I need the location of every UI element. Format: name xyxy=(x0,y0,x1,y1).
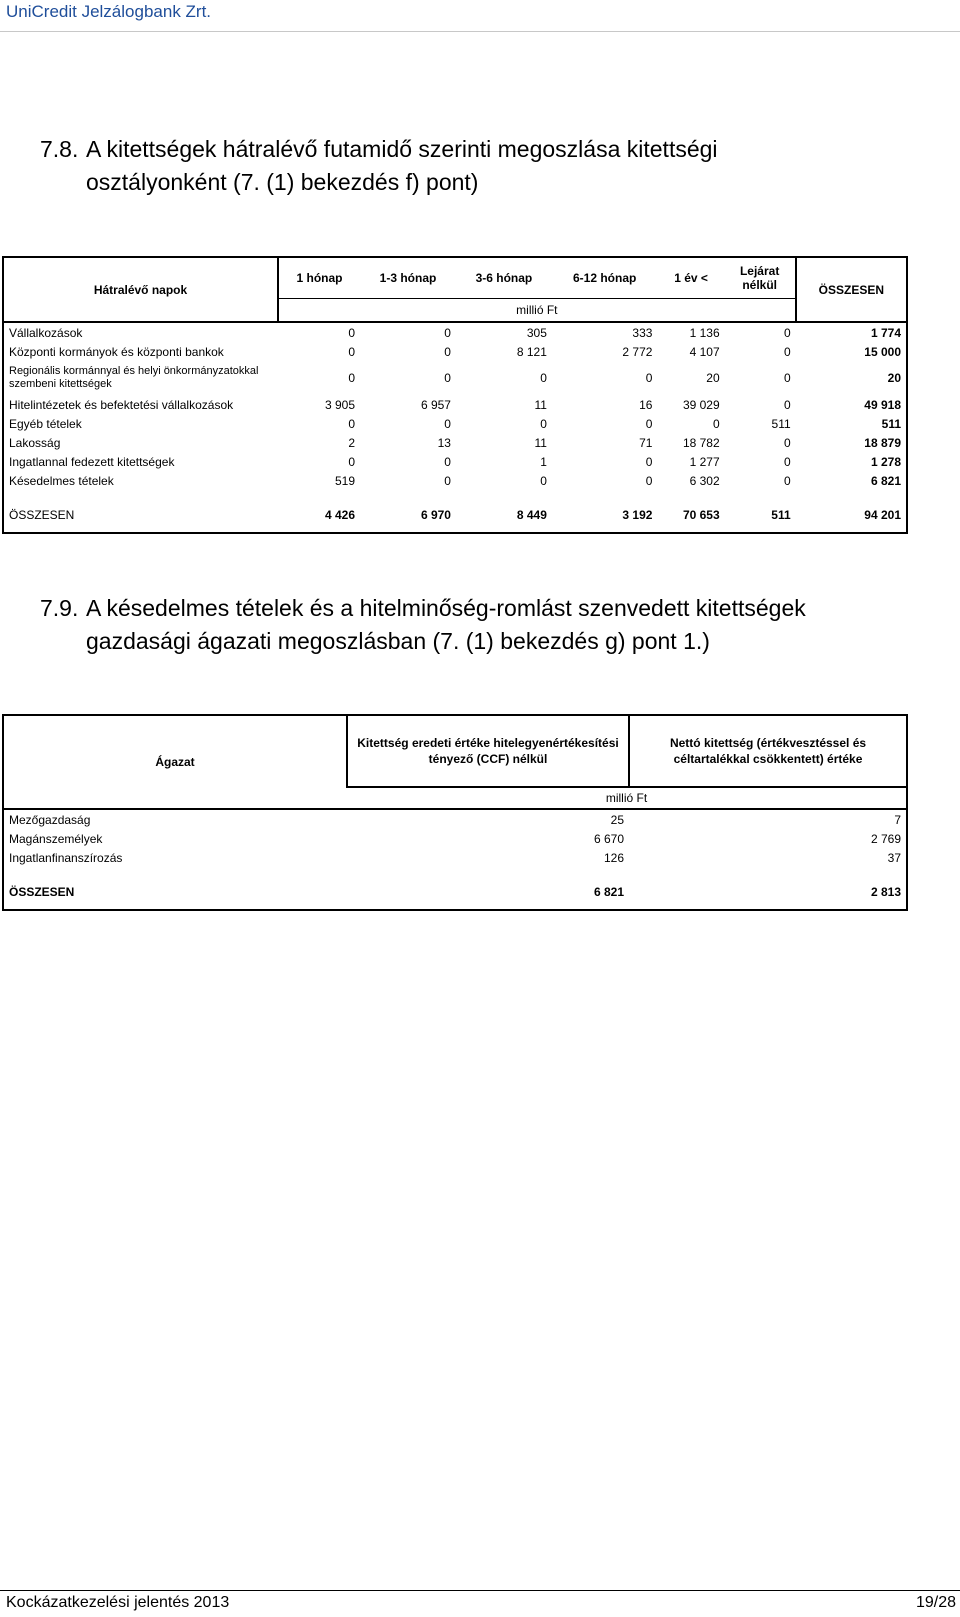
col-header-sector: Ágazat xyxy=(155,755,195,769)
cell: 305 xyxy=(456,322,552,342)
cell: 0 xyxy=(444,344,451,359)
cell-total: 4 426 xyxy=(325,508,356,522)
col-header-1: 1 hónap xyxy=(296,271,343,285)
row-label: Vállalkozások xyxy=(3,322,278,342)
table-row xyxy=(3,433,907,452)
footer-divider xyxy=(0,1590,960,1591)
cell: 0 xyxy=(348,416,356,431)
cell-grand-total: 94 201 xyxy=(864,508,901,522)
section-79-title xyxy=(40,592,940,658)
table-row xyxy=(3,322,907,342)
cell: 0 xyxy=(783,454,791,469)
cell-total: 6 821 xyxy=(870,473,901,488)
cell: 0 xyxy=(540,416,547,431)
cell: 1 277 xyxy=(689,454,720,469)
section-78-number: 7.8. xyxy=(40,136,79,162)
cell: 39 029 xyxy=(682,397,720,412)
cell: 11 xyxy=(534,435,547,450)
col-header-4: 6-12 hónap xyxy=(573,271,637,285)
row-label: Regionális kormánnyal és helyi önkormányzatokkal szembeni kitettségek xyxy=(9,365,259,390)
footer-report-title: Kockázatkezelési jelentés 2013 xyxy=(6,1594,230,1611)
cell: 0 xyxy=(348,371,356,385)
row-label: Késedelmes tételek xyxy=(9,473,114,488)
cell-total: 70 653 xyxy=(682,508,720,522)
cell: 0 xyxy=(444,416,451,431)
cell: 8 121 xyxy=(516,344,547,359)
cell: 11 xyxy=(534,397,547,412)
cell: 519 xyxy=(335,473,356,488)
col-header-5: 1 év < xyxy=(674,271,708,285)
cell: 0 xyxy=(783,344,791,359)
header-divider xyxy=(0,31,960,32)
cell: 0 xyxy=(783,473,791,488)
cell: 0 xyxy=(360,322,456,342)
cell: 7 xyxy=(629,809,907,829)
total-row xyxy=(3,875,907,910)
spacer-cell xyxy=(3,867,907,875)
cell-total: 8 449 xyxy=(516,508,547,522)
cell: 0 xyxy=(645,371,653,385)
cell: 0 xyxy=(540,473,547,488)
sector-table xyxy=(2,714,908,911)
cell: 126 xyxy=(603,850,624,865)
cell: 0 xyxy=(725,322,796,342)
row-label: Központi kormányok és központi bankok xyxy=(9,344,224,359)
cell: 333 xyxy=(552,322,658,342)
table-row xyxy=(3,848,907,867)
cell: 2 xyxy=(348,435,356,450)
cell: 0 xyxy=(444,454,451,469)
row-label: Magánszemélyek xyxy=(9,831,103,846)
table-row xyxy=(3,809,907,829)
cell: 13 xyxy=(437,435,451,450)
cell-total: 1 774 xyxy=(796,322,907,342)
cell: 0 xyxy=(540,371,547,385)
section-79-title-line1: A késedelmes tételek és a hitelminőség-romlást szenvedett kitettségek xyxy=(86,595,806,621)
cell: 0 xyxy=(645,416,653,431)
cell: 0 xyxy=(444,473,451,488)
cell-total: 1 278 xyxy=(870,454,901,469)
section-78-title-line2: osztályonként (7. (1) bekezdés f) pont) xyxy=(86,169,479,195)
total-label: ÖSSZESEN xyxy=(9,885,75,899)
table-row xyxy=(3,361,907,395)
cell: 6 957 xyxy=(420,397,451,412)
cell: 4 107 xyxy=(689,344,720,359)
cell: 0 xyxy=(712,416,720,431)
cell: 1 xyxy=(540,454,547,469)
company-name: UniCredit Jelzálogbank Zrt. xyxy=(6,2,212,21)
row-label: Hitelintézetek és befektetési vállalkozások xyxy=(9,397,234,412)
spacer-cell xyxy=(3,490,907,498)
cell: 0 xyxy=(783,371,791,385)
row-label: Ingatlannal fedezett kitettségek xyxy=(9,454,175,469)
cell: 6 670 xyxy=(593,831,624,846)
table-row xyxy=(3,414,907,433)
col-header-2: 1-3 hónap xyxy=(379,271,437,285)
cell: 511 xyxy=(771,416,791,431)
cell-total: 6 970 xyxy=(420,508,451,522)
col-header-original-exposure: Kitettség eredeti értéke hitelegyenértékesítési tényező (CCF) nélkül xyxy=(347,715,629,787)
cell: 16 xyxy=(639,397,653,412)
spacer-row xyxy=(3,867,907,875)
cell: 3 905 xyxy=(325,397,356,412)
table-row xyxy=(3,471,907,490)
cell-total: 2 813 xyxy=(870,885,901,899)
maturity-table-header xyxy=(3,257,907,299)
cell: 0 xyxy=(783,435,791,450)
table-row xyxy=(3,829,907,848)
cell: 6 302 xyxy=(689,473,720,488)
table-row xyxy=(3,342,907,361)
col-header-remaining-days: Hátralévő napok xyxy=(3,257,278,322)
cell: 18 782 xyxy=(682,435,720,450)
cell-total: 3 192 xyxy=(622,508,653,522)
col-header-6: Lejárat nélkül xyxy=(739,264,780,292)
table-row xyxy=(3,452,907,471)
cell-total: 6 821 xyxy=(593,885,624,899)
cell: 2 769 xyxy=(870,831,901,846)
cell-total: 20 xyxy=(887,371,901,385)
row-label: Lakosság xyxy=(9,435,61,450)
cell: 1 136 xyxy=(657,322,724,342)
section-79-number: 7.9. xyxy=(40,595,79,621)
cell: 25 xyxy=(347,809,629,829)
col-header-total: ÖSSZESEN xyxy=(796,257,907,322)
cell: 0 xyxy=(645,473,653,488)
section-78-title xyxy=(40,133,920,199)
row-label: Egyéb tételek xyxy=(9,416,82,431)
cell-total: 49 918 xyxy=(864,397,901,412)
cell-total: 511 xyxy=(881,416,901,431)
cell: 71 xyxy=(639,435,653,450)
cell-total: 15 000 xyxy=(864,344,901,359)
cell: 37 xyxy=(887,850,901,865)
total-label: ÖSSZESEN xyxy=(9,508,75,522)
spacer-row xyxy=(3,490,907,498)
cell-total: 18 879 xyxy=(864,435,901,450)
col-header-net-exposure: Nettó kitettség (értékvesztéssel és céltartalékkal csökkentett) értéke xyxy=(629,715,907,787)
cell: 0 xyxy=(783,397,791,412)
cell: 0 xyxy=(278,322,360,342)
cell: 0 xyxy=(348,454,356,469)
sector-table-header xyxy=(3,715,907,787)
cell: 20 xyxy=(706,371,720,385)
col-header-3: 3-6 hónap xyxy=(475,271,533,285)
table-row xyxy=(3,395,907,414)
total-row xyxy=(3,498,907,533)
row-label: Mezőgazdaság xyxy=(3,809,347,829)
cell: 0 xyxy=(444,371,451,385)
row-label: Ingatlanfinanszírozás xyxy=(9,850,123,865)
unit-label: millió Ft xyxy=(347,787,907,809)
page-number: 19/28 xyxy=(915,1594,956,1611)
cell: 0 xyxy=(645,454,653,469)
cell: 2 772 xyxy=(622,344,653,359)
cell-total: 511 xyxy=(771,508,791,522)
cell: 0 xyxy=(348,344,356,359)
section-79-title-line2: gazdasági ágazati megoszlásban (7. (1) bekezdés g) pont 1.) xyxy=(86,628,710,654)
maturity-table xyxy=(2,256,908,534)
unit-label: millió Ft xyxy=(278,299,796,323)
section-78-title-line1: A kitettségek hátralévő futamidő szerinti megoszlása kitettségi xyxy=(86,136,718,162)
